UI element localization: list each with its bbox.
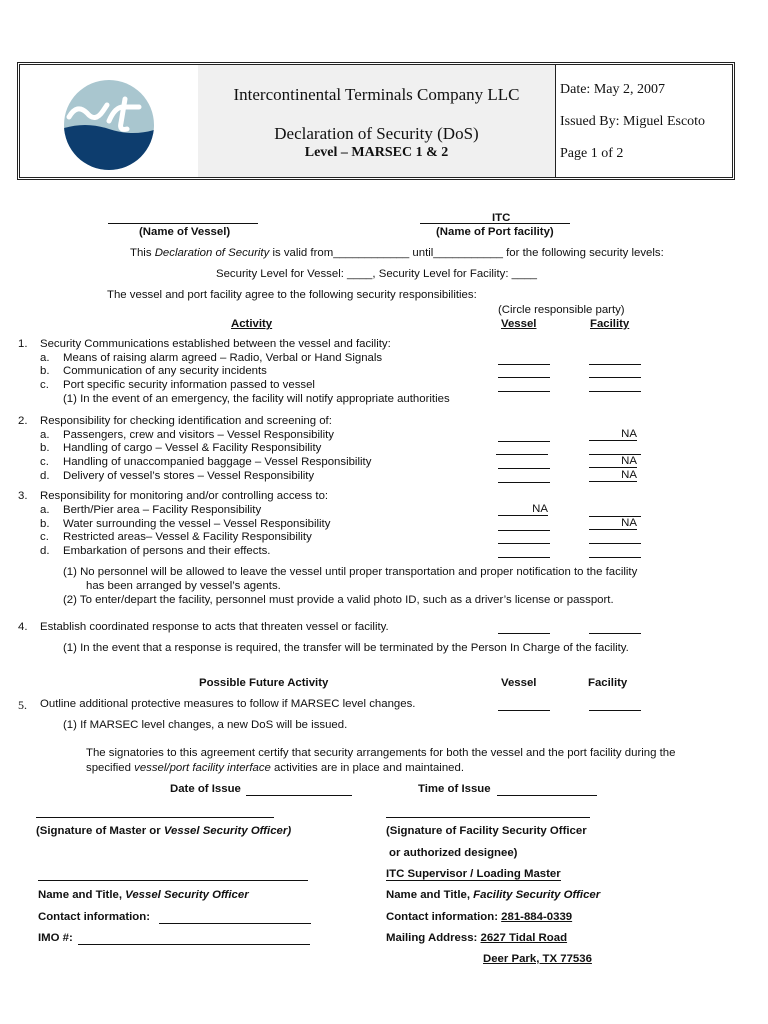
facility-signature-line[interactable] [386, 817, 590, 818]
vessel-contact-line[interactable] [159, 923, 311, 924]
vessel-blank[interactable] [498, 710, 550, 711]
section-1-number: 1. [18, 338, 28, 350]
section-5-number: 5. [18, 698, 27, 712]
master-signature-line[interactable] [36, 817, 274, 818]
company-name: Intercontinental Terminals Company LLC [233, 85, 520, 104]
imo-label: IMO #: [38, 932, 73, 944]
agreement-line: The vessel and port facility agree to the following security responsibilities: [107, 289, 477, 301]
master-signature-label: (Signature of Master or Vessel Security Officer) [36, 825, 292, 837]
section-4-number: 4. [18, 621, 28, 633]
facility-blank[interactable] [589, 543, 641, 544]
issue-date: Date: May 2, 2007 [560, 82, 665, 97]
date-of-issue-blank[interactable] [246, 795, 352, 796]
vessel-blank[interactable] [498, 557, 550, 558]
section-3-note-2: (2) To enter/depart the facility, personnel must provide a valid photo ID, such as a driver’s license or passport. [63, 594, 614, 606]
item-letter: b. [40, 365, 50, 377]
certify-line-1: The signatories to this agreement certify that security arrangements for both the vessel and the port facility during the [86, 747, 676, 759]
item-text: Water surrounding the vessel – Vessel Responsibility [63, 518, 331, 530]
vessel-blank[interactable] [498, 391, 550, 392]
time-of-issue-label: Time of Issue [418, 783, 491, 795]
vessel-na: NA [498, 503, 548, 516]
document-header [17, 62, 735, 180]
facility-name-value: ITC [492, 212, 511, 224]
facility-contact: Contact information: 281-884-0339 [386, 911, 573, 923]
issued-by: Issued By: Miguel Escoto [560, 114, 706, 129]
itc-supervisor: ITC Supervisor / Loading Master [386, 868, 561, 880]
item-letter: d. [40, 470, 50, 482]
item-text: Port specific security information passed to vessel [63, 379, 315, 391]
item-letter: a. [40, 352, 50, 364]
section-5-title: Outline additional protective measures to follow if MARSEC level changes. [40, 698, 416, 710]
facility-blank[interactable] [589, 391, 641, 392]
section-2-title: Responsibility for checking identification and screening of: [40, 415, 332, 427]
item-text: Embarkation of persons and their effects. [63, 545, 271, 557]
item-text: Restricted areas– Vessel & Facility Responsibility [63, 531, 312, 543]
facility-na: NA [589, 469, 637, 482]
vessel-blank[interactable] [498, 543, 550, 544]
item-text: Handling of unaccompanied baggage – Vessel Responsibility [63, 456, 372, 468]
section-4-title: Establish coordinated response to acts that threaten vessel or facility. [40, 621, 389, 633]
future-activity-heading: Possible Future Activity [199, 677, 329, 689]
vessel-blank[interactable] [498, 364, 550, 365]
item-letter: c. [40, 379, 49, 391]
marsec-level: Level – MARSEC 1 & 2 [304, 145, 449, 160]
facility-blank[interactable] [589, 364, 641, 365]
vessel-blank[interactable] [498, 530, 550, 531]
vessel-officer-name-label: Name and Title, Vessel Security Officer [38, 889, 249, 901]
vessel-blank[interactable] [498, 468, 550, 469]
facility-name-label: (Name of Port facility) [436, 226, 554, 238]
section-3-number: 3. [18, 490, 28, 502]
section-4-note: (1) In the event that a response is required, the transfer will be terminated by the Person In Charge of the facility. [63, 642, 629, 654]
section-2-number: 2. [18, 415, 28, 427]
title-cell [198, 65, 556, 177]
future-facility-heading: Facility [588, 677, 628, 689]
logo-cell [20, 65, 199, 177]
section-1-note: (1) In the event of an emergency, the facility will notify appropriate authorities [63, 393, 450, 405]
item-letter: a. [40, 504, 50, 516]
vessel-blank[interactable] [498, 377, 550, 378]
security-levels-line: Security Level for Vessel: ____, Security Level for Facility: ____ [216, 268, 537, 280]
vessel-contact-label: Contact information: [38, 911, 150, 923]
time-of-issue-blank[interactable] [497, 795, 597, 796]
item-text: Passengers, crew and visitors – Vessel Responsibility [63, 429, 334, 441]
vessel-heading: Vessel [501, 318, 537, 330]
vessel-blank[interactable] [498, 482, 550, 483]
document-title: Declaration of Security (DoS) [274, 124, 479, 143]
facility-heading: Facility [590, 318, 630, 330]
item-letter: c. [40, 456, 49, 468]
section-1-title: Security Communications established between the vessel and facility: [40, 338, 391, 350]
item-text: Berth/Pier area – Facility Responsibility [63, 504, 262, 516]
facility-na: NA [589, 517, 637, 530]
mailing-address: Mailing Address: 2627 Tidal Road [386, 932, 568, 944]
meta-cell [555, 65, 732, 177]
section-3-note-1: (1) No personnel will be allowed to leave the vessel until proper transportation and proper notification to the facility [63, 566, 638, 578]
facility-blank[interactable] [589, 633, 641, 634]
facility-officer-name-label: Name and Title, Facility Security Officer [386, 889, 601, 901]
circle-note: (Circle responsible party) [498, 304, 625, 316]
vessel-blank[interactable] [498, 633, 550, 634]
certify-line-2: specified vessel/port facility interface activities are in place and maintained. [86, 762, 464, 774]
section-5-note: (1) If MARSEC level changes, a new DoS will be issued. [63, 719, 348, 731]
date-of-issue-label: Date of Issue [170, 783, 241, 795]
vessel-officer-name-line[interactable] [38, 880, 308, 881]
page-number: Page 1 of 2 [560, 146, 624, 161]
designee-label: or authorized designee) [389, 847, 518, 859]
company-logo-icon [61, 77, 157, 173]
item-text: Communication of any security incidents [63, 365, 267, 377]
vessel-name-label: (Name of Vessel) [139, 226, 231, 238]
item-letter: c. [40, 531, 49, 543]
facility-blank[interactable] [589, 557, 641, 558]
item-letter: d. [40, 545, 50, 557]
vessel-name-line[interactable] [108, 223, 258, 224]
item-letter: b. [40, 442, 50, 454]
section-3-title: Responsibility for monitoring and/or controlling access to: [40, 490, 329, 502]
facility-na: NA [589, 455, 637, 468]
facility-blank[interactable] [589, 377, 641, 378]
facility-na: NA [589, 428, 637, 441]
item-text: Handling of cargo – Vessel & Facility Responsibility [63, 442, 322, 454]
item-letter: b. [40, 518, 50, 530]
facility-signature-label: (Signature of Facility Security Officer [386, 825, 587, 837]
item-text: Means of raising alarm agreed – Radio, Verbal or Hand Signals [63, 352, 383, 364]
imo-line[interactable] [78, 944, 310, 945]
vessel-blank[interactable] [496, 454, 548, 455]
item-letter: a. [40, 429, 50, 441]
future-vessel-heading: Vessel [501, 677, 537, 689]
section-3-note-1-cont: has been arranged by vessel’s agents. [86, 580, 281, 592]
validity-line: This Declaration of Security is valid from____________ until___________ for the following security levels: [130, 247, 664, 259]
activity-heading: Activity [231, 318, 273, 330]
vessel-blank[interactable] [498, 441, 550, 442]
facility-blank[interactable] [589, 710, 641, 711]
mailing-address-city: Deer Park, TX 77536 [483, 953, 592, 965]
item-text: Delivery of vessel’s stores – Vessel Responsibility [63, 470, 315, 482]
